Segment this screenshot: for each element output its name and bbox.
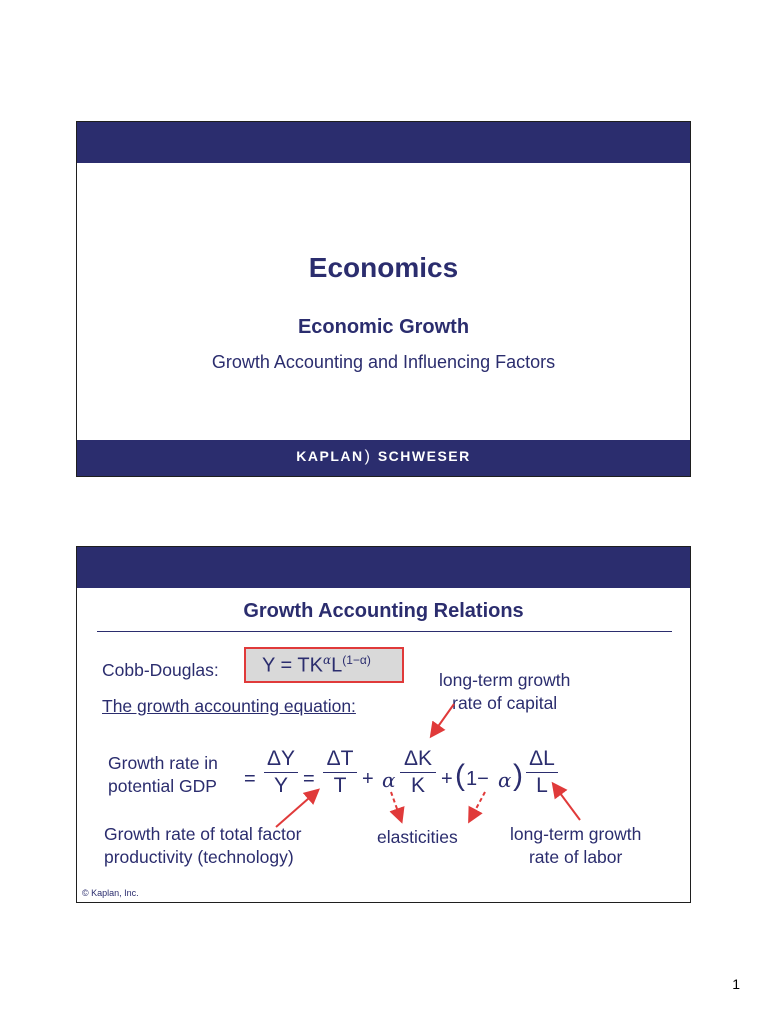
left-paren: ( — [455, 759, 465, 792]
elasticities-note: elasticities — [377, 827, 458, 847]
elasticity-arrow-left — [391, 792, 401, 820]
capital-growth-note: long-term growth rate of capital — [439, 670, 571, 713]
copyright: © Kaplan, Inc. — [82, 888, 139, 898]
equals-sign: = — [244, 768, 256, 790]
potential-gdp-label: Growth rate in potential GDP — [108, 753, 218, 796]
fraction-dT-T: ΔT T — [323, 747, 357, 798]
title-slide — [76, 121, 691, 477]
fraction-dK-K: ΔK K — [400, 747, 436, 798]
page-number: 1 — [732, 976, 740, 992]
slide-title: Growth Accounting Relations — [243, 600, 524, 622]
alpha-symbol: α — [382, 768, 396, 792]
cobb-douglas-formula: $Y = TK^\alpha L^{(1-\alpha)}$ — [262, 653, 371, 677]
tfp-growth-note: Growth rate of total factor productivity (technology) — [104, 824, 302, 867]
kaplan-schweser-logo — [77, 448, 690, 466]
alpha-symbol: α — [498, 768, 512, 792]
right-paren: ) — [513, 759, 523, 792]
labor-arrow — [554, 785, 580, 820]
plus-sign: + — [362, 768, 374, 790]
fraction-dL-L: ΔL L — [526, 747, 558, 798]
growth-accounting-slide — [76, 546, 691, 903]
equals-sign: = — [303, 768, 315, 790]
cobb-douglas-label: Cobb-Douglas: — [102, 660, 219, 680]
capital-arrow — [432, 704, 454, 735]
tfp-arrow — [276, 791, 317, 827]
slide-header-bar — [77, 122, 690, 163]
labor-growth-note: long-term growth rate of labor — [510, 824, 642, 867]
slide-title: Economics — [308, 252, 459, 283]
slide-subtitle: Economic Growth — [297, 316, 470, 338]
logo-right-text: SCHWESER — [377, 448, 471, 464]
logo-swoosh-icon: ) — [364, 448, 372, 465]
annotation-arrows — [77, 547, 692, 904]
slide-subheading: Growth Accounting and Influencing Factors — [211, 352, 556, 372]
elasticity-arrow-right — [470, 792, 485, 820]
slide-footer-bar — [77, 440, 690, 476]
growth-accounting-equation-label: The growth accounting equation: — [102, 696, 356, 716]
one-minus: 1− — [466, 768, 489, 790]
logo-left-text: KAPLAN — [296, 448, 364, 464]
fraction-dY-Y: ΔY Y — [264, 747, 298, 798]
plus-sign: + — [441, 768, 453, 790]
